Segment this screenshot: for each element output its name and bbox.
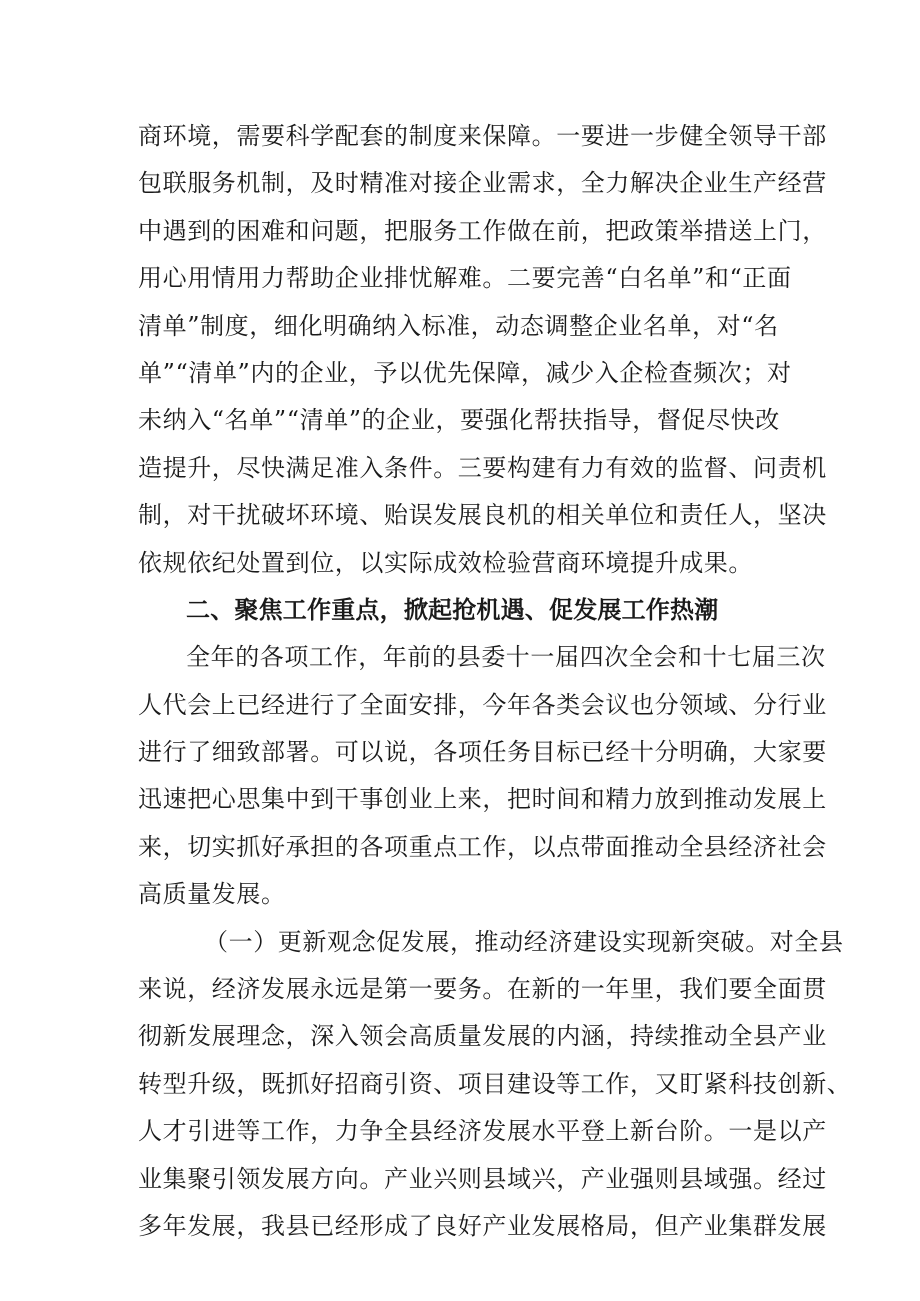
paragraph-line: 多年发展，我县已经形成了良好产业发展格局，但产业集群发展 xyxy=(138,1211,827,1240)
section-heading: 二、聚焦工作重点，掀起抢机遇、促发展工作热潮 xyxy=(186,595,719,624)
paragraph-line: 迅速把心思集中到干事创业上来，把时间和精力放到推动发展上 xyxy=(138,785,827,814)
paragraph-line: 转型升级，既抓好招商引资、项目建设等工作，又盯紧科技创新、 xyxy=(138,1069,852,1098)
paragraph-line: 用心用情用力帮助企业排忧解难。二要完善“白名单”和“正面 xyxy=(138,264,792,293)
paragraph-line: 全年的各项工作，年前的县委十一届四次全会和十七届三次 xyxy=(186,643,826,672)
paragraph-line: 高质量发展。 xyxy=(138,880,286,909)
paragraph-line: 进行了细致部署。可以说，各项任务目标已经十分明确，大家要 xyxy=(138,738,827,767)
paragraph-line: 清单”制度，细化明确纳入标准，动态调整企业名单，对“名 xyxy=(138,311,779,340)
paragraph-line: 中遇到的困难和问题，把服务工作做在前，把政策举措送上门， xyxy=(138,216,827,245)
paragraph-line: 制，对干扰破坏环境、贻误发展良机的相关单位和责任人，坚决 xyxy=(138,501,827,530)
paragraph-line: 来说，经济发展永远是第一要务。在新的一年里，我们要全面贯 xyxy=(138,975,827,1004)
paragraph-line: 来，切实抓好承担的各项重点工作，以点带面推动全县经济社会 xyxy=(138,832,827,861)
paragraph-line: 未纳入“名单”“清单”的企业，要强化帮扶指导，督促尽快改 xyxy=(138,406,780,435)
paragraph-line: 人才引进等工作，力争全县经济发展水平登上新台阶。一是以产 xyxy=(138,1117,827,1146)
paragraph-line: 业集聚引领发展方向。产业兴则县域兴，产业强则县域强。经过 xyxy=(138,1164,827,1193)
paragraph-line: 包联服务机制，及时精准对接企业需求，全力解决企业生产经营 xyxy=(138,169,827,198)
subsection-heading-line: （一）更新观念促发展，推动经济建设实现新突破。对全县 xyxy=(204,927,844,956)
paragraph-line: 商环境，需要科学配套的制度来保障。一要进一步健全领导干部 xyxy=(138,122,827,150)
paragraph-line: 依规依纪处置到位，以实际成效检验营商环境提升成果。 xyxy=(138,548,753,577)
document-body xyxy=(138,113,852,1250)
paragraph-line: 彻新发展理念，深入领会高质量发展的内涵，持续推动全县产业 xyxy=(138,1022,827,1051)
paragraph-line: 人代会上已经进行了全面安排，今年各类会议也分领域、分行业 xyxy=(138,690,827,719)
paragraph-line: 单”“清单”内的企业，予以优先保障，减少入企检查频次；对 xyxy=(138,358,792,387)
paragraph-line: 造提升，尽快满足准入条件。三要构建有力有效的监督、问责机 xyxy=(138,453,827,482)
